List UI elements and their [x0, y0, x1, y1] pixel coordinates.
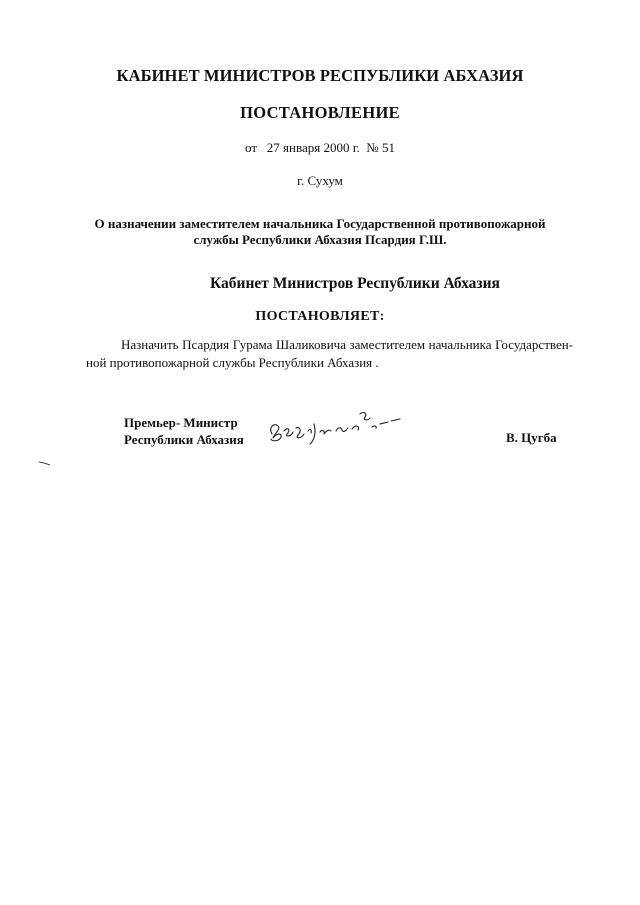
signer-title-line-2: Республики Абхазия [124, 432, 244, 447]
subject-line-2: службы Республики Абхазия Псардия Г.Ш. [193, 232, 447, 247]
scan-mark [38, 459, 52, 467]
handwritten-signature [264, 404, 404, 448]
signer-title [124, 414, 244, 448]
signer-title-line-1: Премьер- Министр [124, 415, 238, 430]
document-type: ПОСТАНОВЛЕНИЕ [240, 103, 400, 122]
issuing-authority: Кабинет Министров Республики Абхазия [210, 275, 500, 292]
subject-heading [0, 216, 640, 248]
subject-line-1: О назначении заместителем начальника Государственной противопожарной [94, 216, 546, 231]
signer-name: В. Цугба [506, 430, 557, 445]
decree-paragraph [86, 336, 573, 372]
decree-word: ПОСТАНОВЛЯЕТ: [255, 309, 385, 324]
city-line: г. Сухум [297, 173, 343, 188]
decree-text: Назначить Псардия Гурама Шаликовича заместителем начальника Государствен-ной противопожарной службы Республики Абхазия . [86, 337, 573, 370]
cabinet-title: КАБИНЕТ МИНИСТРОВ РЕСПУБЛИКИ АБХАЗИЯ [116, 66, 524, 85]
date-number-line: от 27 января 2000 г. № 51 [245, 140, 395, 155]
